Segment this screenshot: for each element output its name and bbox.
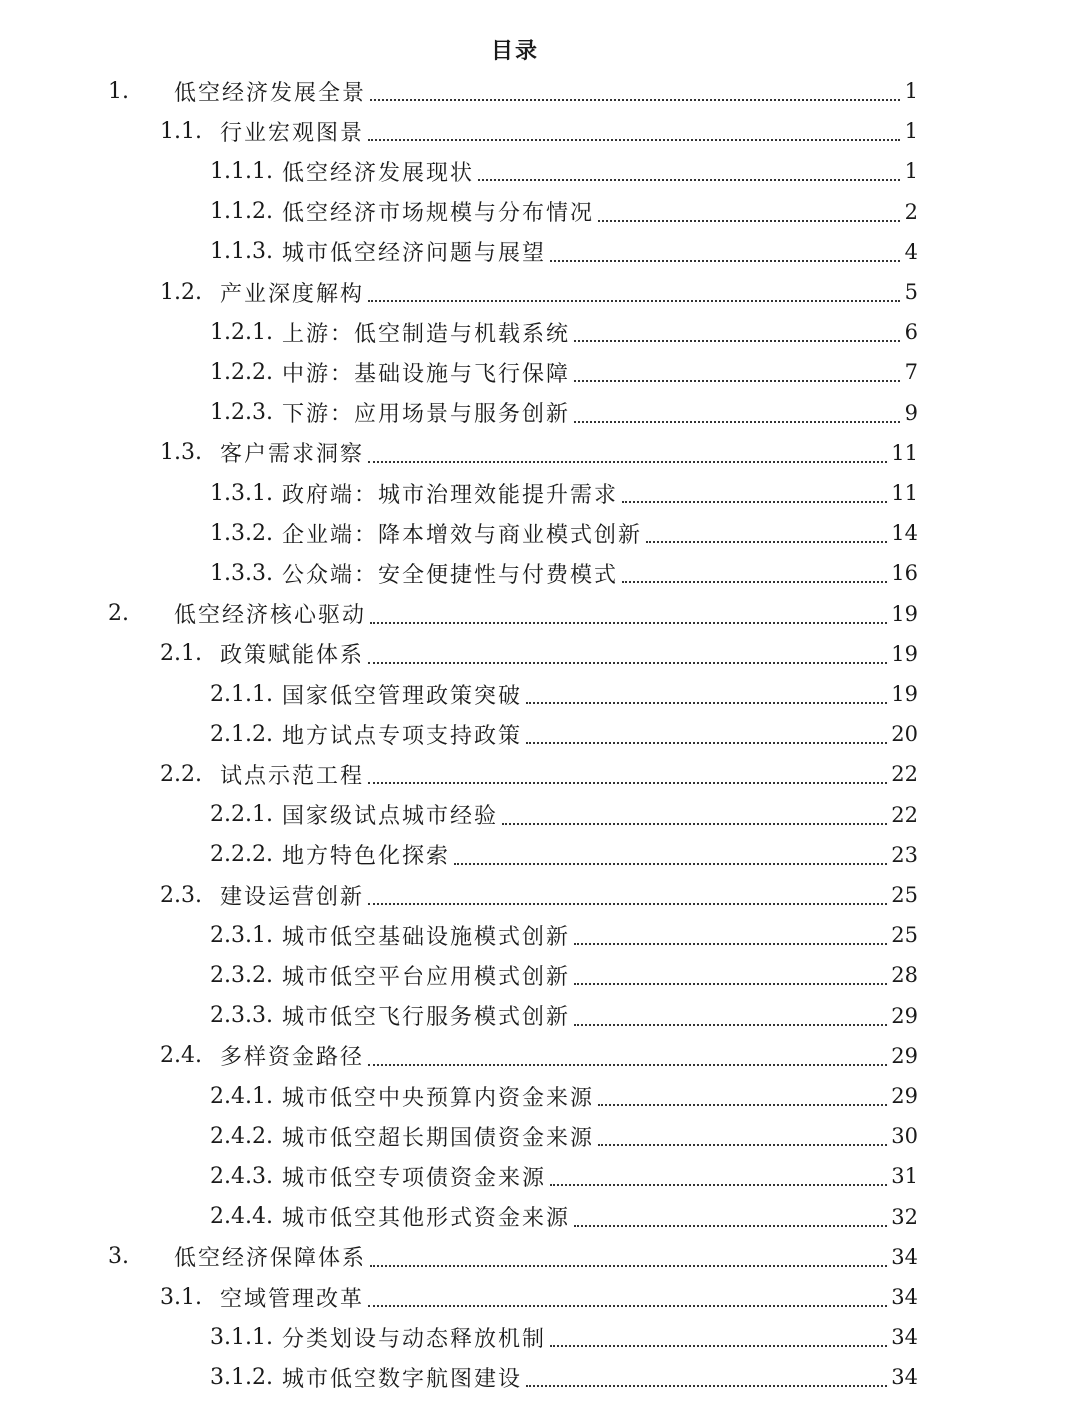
toc-entry-page: 20 [891, 722, 918, 747]
toc-entry-title: 分类划设与动态释放机制 [282, 1326, 547, 1352]
dot-leader [598, 1122, 887, 1146]
toc-entry-page: 25 [891, 923, 918, 948]
toc-entry-number: 1.2.1. [210, 319, 273, 345]
dot-leader [368, 640, 887, 664]
dot-leader [368, 1283, 887, 1307]
toc-entry[interactable] [160, 754, 918, 794]
toc-entry-number: 3.1. [160, 1284, 202, 1310]
toc-entry-number: 2.2.1. [210, 802, 273, 828]
toc-entry-page: 29 [891, 1084, 918, 1108]
toc-entry-page: 30 [891, 1124, 918, 1149]
toc-entry[interactable] [210, 674, 918, 714]
toc-entry[interactable] [210, 232, 918, 272]
toc-entry-page: 14 [891, 521, 918, 546]
toc-entry-title: 下游：应用场景与服务创新 [282, 402, 571, 428]
toc-entry-title: 城市低空数字航图建设 [282, 1366, 523, 1392]
toc-entry[interactable] [210, 795, 918, 835]
toc-entry-number: 2.3. [160, 882, 202, 908]
toc-entry-title: 公众端：安全便捷性与付费模式 [282, 562, 619, 588]
toc-entry-title: 低空经济保障体系 [174, 1246, 367, 1272]
dot-leader [574, 1203, 887, 1227]
dot-leader [370, 600, 887, 624]
toc-entry-page: 34 [891, 1285, 918, 1309]
dot-leader [646, 519, 887, 543]
toc-entry-number: 1.1.1. [210, 158, 273, 184]
toc-entry-number: 1.3. [160, 440, 202, 466]
toc-entry-title: 行业宏观图景 [220, 120, 365, 146]
toc-entry[interactable] [210, 1357, 918, 1397]
toc-entry[interactable] [210, 996, 918, 1036]
toc-entry[interactable] [108, 71, 918, 111]
toc-entry-number: 2.4.1. [210, 1083, 273, 1109]
dot-leader [550, 238, 900, 262]
toc-entry-page: 16 [891, 561, 918, 586]
toc-entry-number: 1.3.1. [210, 480, 273, 506]
dot-leader [550, 1323, 887, 1347]
dot-leader [454, 841, 887, 865]
toc-entry-page: 7 [904, 360, 918, 385]
toc-entry-number: 1.1.3. [210, 239, 273, 265]
toc-entry-title: 产业深度解构 [220, 281, 365, 307]
dot-leader [368, 117, 900, 141]
toc-entry[interactable] [210, 312, 918, 352]
toc-entry[interactable] [160, 1277, 918, 1317]
toc-entry-number: 1.2. [160, 279, 202, 305]
toc-entry-page: 19 [891, 682, 918, 706]
toc-entry[interactable] [108, 594, 918, 634]
toc-entry-page: 34 [891, 1325, 918, 1350]
dot-leader [574, 1002, 887, 1026]
toc-entry-title: 低空经济发展现状 [282, 160, 475, 186]
toc-entry[interactable] [160, 111, 918, 151]
toc-entry-page: 23 [891, 842, 918, 867]
dot-leader [478, 157, 900, 181]
toc-entry-title: 地方试点专项支持政策 [282, 723, 523, 749]
toc-entry-title: 低空经济发展全景 [174, 80, 367, 106]
toc-entry-number: 2. [108, 601, 129, 627]
dot-leader [526, 720, 887, 744]
toc-entry-page: 1 [904, 159, 918, 184]
toc-entry-title: 城市低空中央预算内资金来源 [282, 1085, 595, 1111]
toc-entry-number: 2.4.4. [210, 1204, 273, 1230]
dot-leader [598, 198, 900, 222]
toc-entry-page: 9 [904, 400, 918, 425]
toc-entry-number: 2.1. [160, 641, 202, 667]
dot-leader [502, 801, 887, 825]
toc-entry-page: 11 [891, 440, 918, 465]
toc-entry[interactable] [210, 1076, 918, 1116]
toc-entry-title: 国家低空管理政策突破 [282, 683, 523, 709]
dot-leader [370, 1243, 887, 1267]
dot-leader [526, 1363, 887, 1387]
toc-entry-page: 32 [891, 1204, 918, 1229]
toc-entry-title: 城市低空经济问题与展望 [282, 241, 547, 267]
toc-entry-page: 6 [904, 320, 918, 345]
dot-leader [622, 559, 887, 583]
toc-entry-number: 3.1.1. [210, 1324, 273, 1350]
dot-leader [526, 680, 887, 704]
toc-entry[interactable] [210, 393, 918, 433]
toc-entry[interactable] [210, 352, 918, 392]
toc-entry[interactable] [210, 835, 918, 875]
dot-leader [574, 399, 900, 423]
toc-entry-number: 2.1.2. [210, 721, 273, 747]
dot-leader [574, 358, 900, 382]
toc-entry-title: 空域管理改革 [220, 1286, 365, 1312]
toc-entry-number: 2.4.2. [210, 1123, 273, 1149]
toc-entry-title: 城市低空平台应用模式创新 [282, 964, 571, 990]
toc-entry-number: 2.3.3. [210, 1003, 273, 1029]
toc-entry-page: 28 [891, 963, 918, 988]
toc-entry-number: 2.4.3. [210, 1163, 273, 1189]
toc-entry-number: 2.1.1. [210, 681, 273, 707]
toc-entry-title: 上游：低空制造与机载系统 [282, 321, 571, 347]
toc-entry-title: 城市低空基础设施模式创新 [282, 924, 571, 950]
dot-leader [368, 760, 887, 784]
toc-entry-title: 政府端：城市治理效能提升需求 [282, 482, 619, 508]
dot-leader [574, 318, 900, 342]
toc-entry-title: 试点示范工程 [220, 763, 365, 789]
toc-entry-page: 22 [891, 802, 918, 827]
dot-leader [368, 881, 887, 905]
toc-entry-title: 城市低空飞行服务模式创新 [282, 1005, 571, 1031]
toc-entry-page: 11 [891, 481, 918, 505]
toc-entry[interactable] [210, 955, 918, 995]
toc-entry-number: 3.1.2. [210, 1364, 273, 1390]
toc-entry-number: 1.2.2. [210, 359, 273, 385]
dot-leader [574, 961, 887, 985]
toc-entry-title: 城市低空超长期国债资金来源 [282, 1125, 595, 1151]
toc-entry-title: 中游：基础设施与飞行保障 [282, 361, 571, 387]
dot-leader [574, 921, 887, 945]
toc-entry-page: 19 [891, 641, 918, 666]
dot-leader [368, 1042, 887, 1066]
dot-leader [368, 439, 887, 463]
toc-entry-title: 城市低空其他形式资金来源 [282, 1206, 571, 1232]
toc-entry-page: 2 [904, 199, 918, 224]
dot-leader [598, 1082, 887, 1106]
dot-leader [368, 278, 900, 302]
toc-entry-number: 2.3.2. [210, 962, 273, 988]
toc-entry[interactable] [210, 1197, 918, 1237]
toc-entry-number: 1.3.3. [210, 560, 273, 586]
toc-entry-number: 2.3.1. [210, 922, 273, 948]
toc-entry[interactable] [210, 473, 918, 513]
toc-entry-number: 1.3.2. [210, 520, 273, 546]
toc-entry-title: 城市低空专项债资金来源 [282, 1165, 547, 1191]
toc-entry[interactable] [160, 875, 918, 915]
toc-entry-number: 2.2. [160, 761, 202, 787]
toc-entry[interactable] [210, 553, 918, 593]
dot-leader [622, 479, 887, 503]
toc-entry[interactable] [160, 634, 918, 674]
toc-entry[interactable] [210, 1156, 918, 1196]
dot-leader [370, 77, 900, 101]
toc-entry[interactable] [160, 1036, 918, 1076]
toc-entry-page: 34 [891, 1244, 918, 1269]
toc-entry-title: 政策赋能体系 [220, 643, 365, 669]
toc-entry-page: 29 [891, 1003, 918, 1028]
toc-entry-page: 22 [891, 762, 918, 787]
toc-entry-number: 1. [108, 78, 129, 104]
toc-entry-title: 低空经济市场规模与分布情况 [282, 201, 595, 227]
toc-entry-page: 34 [891, 1365, 918, 1390]
toc-entry-page: 5 [904, 280, 918, 304]
toc-entry-page: 4 [904, 239, 918, 264]
toc-entry-number: 2.2.2. [210, 842, 273, 868]
toc-entry[interactable] [210, 151, 918, 191]
toc-entry-title: 地方特色化探索 [282, 844, 451, 870]
toc-entry-title: 国家级试点城市经验 [282, 804, 499, 830]
toc-entry[interactable] [210, 714, 918, 754]
toc-entry-number: 3. [108, 1244, 129, 1270]
toc-entry[interactable] [210, 915, 918, 955]
toc-entry-title: 企业端：降本增效与商业模式创新 [282, 522, 643, 548]
toc-entry[interactable] [108, 1237, 918, 1277]
toc-entry-page: 29 [891, 1043, 918, 1068]
toc-entry-page: 1 [904, 119, 918, 144]
toc-entry-title: 客户需求洞察 [220, 442, 365, 468]
toc-entry-number: 1.1. [160, 118, 202, 144]
toc-entry-page: 19 [891, 601, 918, 626]
toc-entry-title: 建设运营创新 [220, 884, 365, 910]
toc-entry-page: 31 [891, 1164, 918, 1189]
toc-entry-title: 多样资金路径 [220, 1045, 365, 1071]
toc-entry-page: 25 [891, 883, 918, 907]
toc-entry-page: 1 [904, 79, 918, 103]
toc-entry-number: 2.4. [160, 1043, 202, 1069]
dot-leader [550, 1162, 887, 1186]
toc-title: 目录 [490, 38, 539, 64]
toc-entry-title: 低空经济核心驱动 [174, 603, 367, 629]
toc-entry[interactable] [160, 272, 918, 312]
toc-entry[interactable] [210, 513, 918, 553]
toc-entry[interactable] [160, 433, 918, 473]
toc-entry[interactable] [210, 192, 918, 232]
toc-entry-number: 1.2.3. [210, 400, 273, 426]
toc-entry[interactable] [210, 1116, 918, 1156]
toc-entry-number: 1.1.2. [210, 199, 273, 225]
toc-entry[interactable] [210, 1317, 918, 1357]
